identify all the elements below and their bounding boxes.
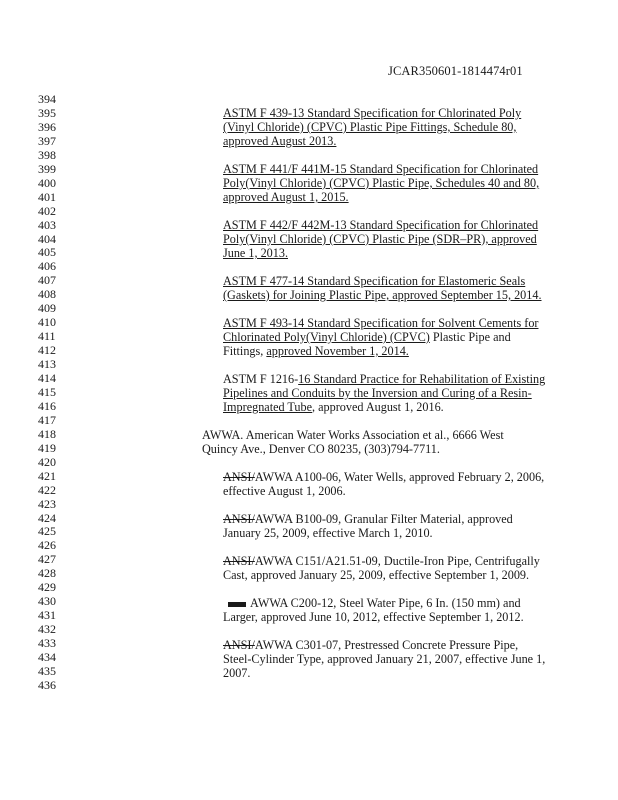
astm-f1216-line1-underlined: 16 Standard Practice for Rehabilitation of Existing: [298, 372, 546, 386]
awwa-c200-text: AWWA C200-12, Steel Water Pipe, 6 In. (150 mm) and: [250, 596, 521, 610]
awwa-c151-line2: Cast, approved January 25, 2009, effective September 1, 2009.: [223, 568, 530, 582]
awwa-c200-line2: Larger, approved June 10, 2012, effective September 1, 2012.: [223, 610, 524, 624]
line-number: 403: [38, 217, 56, 232]
astm-f439-line3: approved August 2013.: [223, 134, 337, 148]
line-number: 395: [38, 105, 56, 120]
document-header-id: JCAR350601-1814474r01: [388, 64, 523, 78]
awwa-heading-line1: AWWA. American Water Works Association et al., 6666 West: [202, 428, 504, 442]
line-number: 399: [38, 161, 56, 176]
line-number: 421: [38, 468, 56, 483]
line-number: 432: [38, 622, 56, 637]
astm-f1216-line1: [223, 373, 545, 387]
line-number: 412: [38, 343, 56, 358]
awwa-c151-text: AWWA C151/A21.51-09, Ductile-Iron Pipe, Centrifugally: [254, 554, 540, 568]
line-number: 406: [38, 259, 56, 274]
line-number: 433: [38, 636, 56, 651]
line-number: 408: [38, 287, 56, 302]
awwa-a100-line2: effective August 1, 2006.: [223, 484, 346, 498]
line-number: 415: [38, 384, 56, 399]
line-number: 398: [38, 147, 56, 162]
astm-f493-line3-plain: Fittings,: [223, 344, 267, 358]
line-number: 418: [38, 426, 56, 441]
astm-f477-line2: (Gaskets) for Joining Plastic Pipe, approved September 15, 2014.: [223, 288, 542, 302]
line-number: 400: [38, 175, 56, 190]
astm-f493-line2: [223, 331, 511, 345]
astm-f493-line1: ASTM F 493-14 Standard Specification for Solvent Cements for: [223, 316, 539, 330]
line-number: 425: [38, 524, 56, 539]
line-number: 416: [38, 398, 56, 413]
astm-f477-line1: ASTM F 477-14 Standard Specification for Elastomeric Seals: [223, 274, 526, 288]
line-number: 420: [38, 454, 56, 469]
astm-f493-line2-underlined: Chlorinated Poly(Vinyl Chloride) (CPVC): [223, 330, 430, 344]
line-number: 401: [38, 189, 56, 204]
awwa-c301-struck-prefix: ANSI/: [223, 638, 255, 652]
astm-f1216-line3-underlined: Impregnated Tube: [223, 400, 313, 414]
line-number: 402: [38, 203, 56, 218]
awwa-c301-line1: [223, 639, 518, 653]
awwa-b100-line1: [223, 513, 513, 527]
astm-f439-line2: (Vinyl Chloride) (CPVC) Plastic Pipe Fittings, Schedule 80,: [223, 120, 517, 134]
awwa-b100-struck-prefix: ANSI/: [223, 512, 255, 526]
astm-f442-line3: June 1, 2013.: [223, 246, 288, 260]
awwa-b100-text: AWWA B100-09, Granular Filter Material, approved: [254, 512, 513, 526]
awwa-c151-line1: [223, 555, 540, 569]
line-number: 436: [38, 677, 56, 692]
line-number: 413: [38, 357, 56, 372]
line-number: 430: [38, 594, 56, 609]
line-number: 424: [38, 510, 56, 525]
astm-f493-line3: [223, 345, 409, 359]
line-number: 423: [38, 496, 56, 511]
line-number: 396: [38, 119, 56, 134]
line-number: 394: [38, 92, 56, 106]
astm-f441-line3: approved August 1, 2015.: [223, 190, 349, 204]
awwa-a100-struck-prefix: ANSI/: [223, 470, 255, 484]
line-number: 414: [38, 371, 56, 385]
awwa-a100-text: AWWA A100-06, Water Wells, approved February 2, 2006,: [254, 470, 545, 484]
line-number: 409: [38, 301, 56, 316]
line-number: 431: [38, 608, 56, 623]
astm-f493-line3-underlined: approved November 1, 2014.: [266, 344, 409, 358]
awwa-c200-line1: [228, 597, 521, 611]
awwa-c301-line3: 2007.: [223, 666, 251, 680]
astm-f1216-line3: [223, 401, 444, 415]
astm-f1216-line3-rest: , approved August 1, 2016.: [312, 400, 444, 414]
astm-f439-line1: ASTM F 439-13 Standard Specification for Chlorinated Poly: [223, 106, 522, 120]
astm-f441-line2: Poly(Vinyl Chloride) (CPVC) Plastic Pipe, Schedules 40 and 80,: [223, 176, 540, 190]
line-number: 404: [38, 231, 56, 246]
line-number: 417: [38, 412, 56, 427]
awwa-c301-line2: Steel-Cylinder Type, approved January 21, 2007, effective June 1,: [223, 652, 546, 666]
astm-f1216-line2: Pipelines and Conduits by the Inversion and Curing of a Resin-: [223, 386, 532, 400]
line-number: 428: [38, 566, 56, 581]
awwa-a100-line1: [223, 471, 544, 485]
redaction-mark: [228, 602, 246, 607]
line-number: 411: [38, 329, 56, 344]
line-number: 422: [38, 482, 56, 497]
line-number: 407: [38, 273, 56, 288]
line-number: 434: [38, 650, 56, 664]
astm-f493-line2-rest: Plastic Pipe and: [429, 330, 511, 344]
astm-f442-line2: Poly(Vinyl Chloride) (CPVC) Plastic Pipe (SDR–PR), approved: [223, 232, 537, 246]
astm-f1216-line1-plain: ASTM F 1216-: [223, 372, 299, 386]
astm-f442-line1: ASTM F 442/F 442M-13 Standard Specification for Chlorinated: [223, 218, 539, 232]
line-number: 427: [38, 552, 56, 567]
line-number: 429: [38, 580, 56, 595]
line-number: 419: [38, 440, 56, 455]
line-number: 426: [38, 538, 56, 553]
line-number: 405: [38, 245, 56, 260]
line-number: 397: [38, 133, 56, 148]
astm-f441-line1: ASTM F 441/F 441M-15 Standard Specification for Chlorinated: [223, 162, 539, 176]
line-number: 435: [38, 663, 56, 678]
awwa-c151-struck-prefix: ANSI/: [223, 554, 255, 568]
awwa-c301-text: AWWA C301-07, Prestressed Concrete Pressure Pipe,: [254, 638, 519, 652]
awwa-heading-line2: Quincy Ave., Denver CO 80235, (303)794-7711.: [202, 442, 440, 456]
line-number: 410: [38, 315, 56, 330]
awwa-b100-line2: January 25, 2009, effective March 1, 2010.: [223, 526, 433, 540]
